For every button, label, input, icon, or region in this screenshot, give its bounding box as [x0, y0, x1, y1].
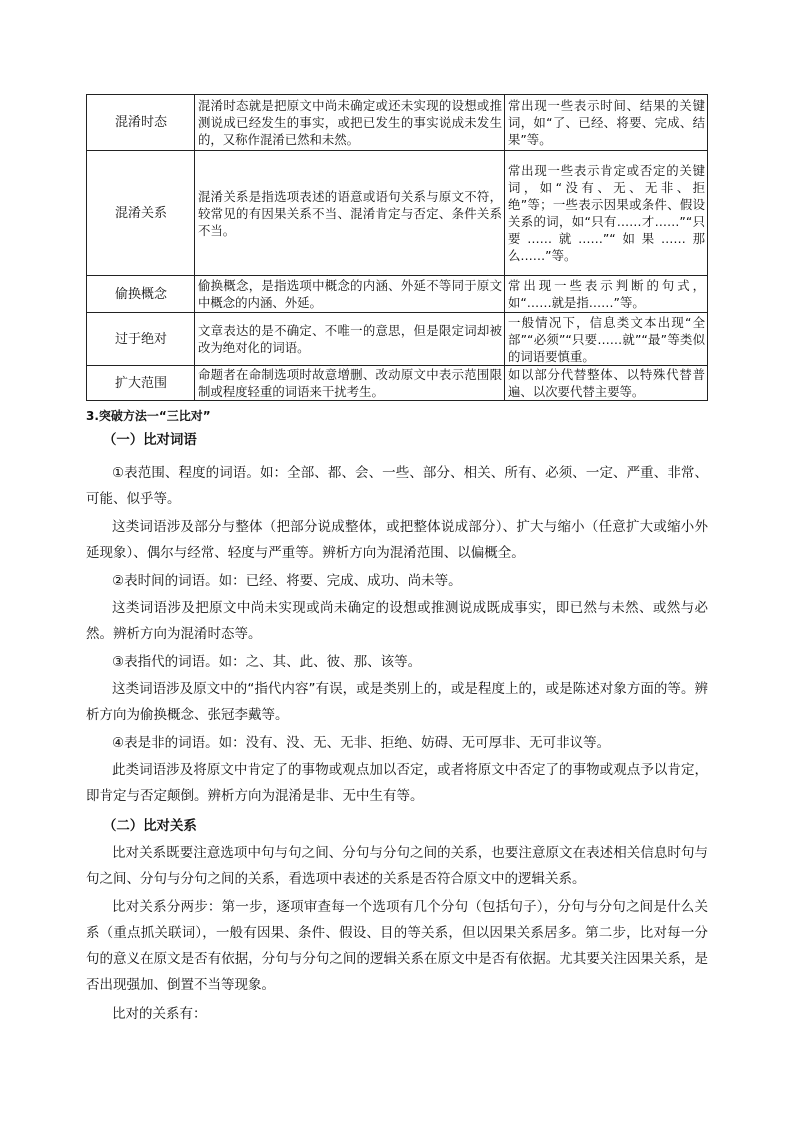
definition-cell: 文章表达的是不确定、不唯一的意思，但是限定词却被改为绝对化的词语。 [195, 313, 505, 366]
definition-cell: 偷换概念，是指选项中概念的内涵、外延不等同于原文中概念的内涵、外延。 [195, 276, 505, 313]
paragraph: 这类词语涉及部分与整体（把部分说成整体，或把整体说成部分）、扩大与缩小（任意扩大或缩小外延现象）、偶尔与经常、轻度与严重等。辨析方向为混淆范围、以偏概全。 [86, 519, 708, 561]
definition-cell: 混淆时态就是把原文中尚未确定或还未实现的设想或推测说成已经发生的事实，或把已发生的事实说成未发生的，又称作混淆已然和未然。 [195, 95, 505, 151]
definition-cell: 命题者在命制选项时故意增删、改动原文中表示范围限制或程度轻重的词语来干扰考生。 [195, 366, 505, 401]
subsection-heading: （二）比对关系 [103, 819, 197, 834]
paragraph: ①表范围、程度的词语。如：全部、都、会、一些、部分、相关、所有、必须、一定、严重、非常、可能、似乎等。 [86, 465, 708, 507]
clue-cell: 如以部分代替整体、以特殊代替普遍、以次要代替主要等。 [505, 366, 708, 401]
table-row [87, 366, 708, 401]
paragraph: ④表是非的词语。如：没有、没、无、无非、拒绝、妨碍、无可厚非、无可非议等。 [112, 735, 611, 751]
paragraph: ③表指代的词语。如：之、其、此、彼、那、该等。 [112, 654, 422, 670]
clue-cell: 常出现一些表示时间、结果的关键词，如“了、已经、将要、完成、结果”等。 [505, 95, 708, 151]
section-heading: 3.突破方法一“三比对” [86, 409, 211, 423]
table-row [87, 95, 708, 151]
term-cell: 偷换概念 [87, 276, 195, 313]
paragraph: 比对关系既要注意选项中句与句之间、分句与分句之间的关系，也要注意原文在表述相关信息时句与句之间、分句与分句之间的关系，看选项中表述的关系是否符合原文中的逻辑关系。 [86, 845, 708, 887]
term-cell: 过于绝对 [87, 313, 195, 366]
paragraph: 比对关系分两步：第一步，逐项审查每一个选项有几个分句（包括句子），分句与分句之间是什么关系（重点抓关联词），一般有因果、条件、假设、目的等关系，但以因果关系居多。第二步，比对每一分句的意义在原文是否有依据，分句与分句之间的逻辑关系在原文中是否有依据。尤其要关注因果关系，是否出现强加、倒置不当等现象。 [86, 899, 708, 993]
term-cell: 扩大范围 [87, 366, 195, 401]
paragraph: ②表时间的词语。如：已经、将要、完成、成功、尚未等。 [112, 573, 462, 589]
term-cell: 混淆时态 [87, 95, 195, 151]
paragraph: 这类词语涉及把原文中尚未实现或尚未确定的设想或推测说成既成事实，即已然与未然、或然与必然。辨析方向为混淆时态等。 [86, 600, 708, 642]
clue-cell: 常出现一些表示肯定或否定的关键词，如“没有、无、无非、拒绝”等；一些表示因果或条件、假设关系的词，如“只有……才……”“只要……就……”“如果……那么……”等。 [505, 151, 708, 276]
clue-cell: 一般情况下，信息类文本出现“全部”“必须”“只要……就”“最”等类似的词语要慎重。 [505, 313, 708, 366]
term-cell: 混淆关系 [87, 151, 195, 276]
paragraph: 此类词语涉及将原文中肯定了的事物或观点加以否定，或者将原文中否定了的事物或观点予以肯定，即肯定与否定颠倒。辨析方向为混淆是非、无中生有等。 [86, 762, 708, 804]
table-row [87, 313, 708, 366]
paragraph: 这类词语涉及原文中的“指代内容”有误，或是类别上的，或是程度上的，或是陈述对象方面的等。辨析方向为偷换概念、张冠李戴等。 [86, 681, 708, 723]
error-type-table [86, 94, 708, 401]
paragraph: 比对的关系有： [112, 1006, 207, 1022]
clue-cell: 常出现一些表示判断的句式，如“……就是指……”等。 [505, 276, 708, 313]
table-row [87, 151, 708, 276]
subsection-heading: （一）比对词语 [103, 433, 197, 448]
definition-cell: 混淆关系是指选项表述的语意或语句关系与原文不符，较常见的有因果关系不当、混淆肯定与否定、条件关系不当。 [195, 151, 505, 276]
table-row [87, 276, 708, 313]
